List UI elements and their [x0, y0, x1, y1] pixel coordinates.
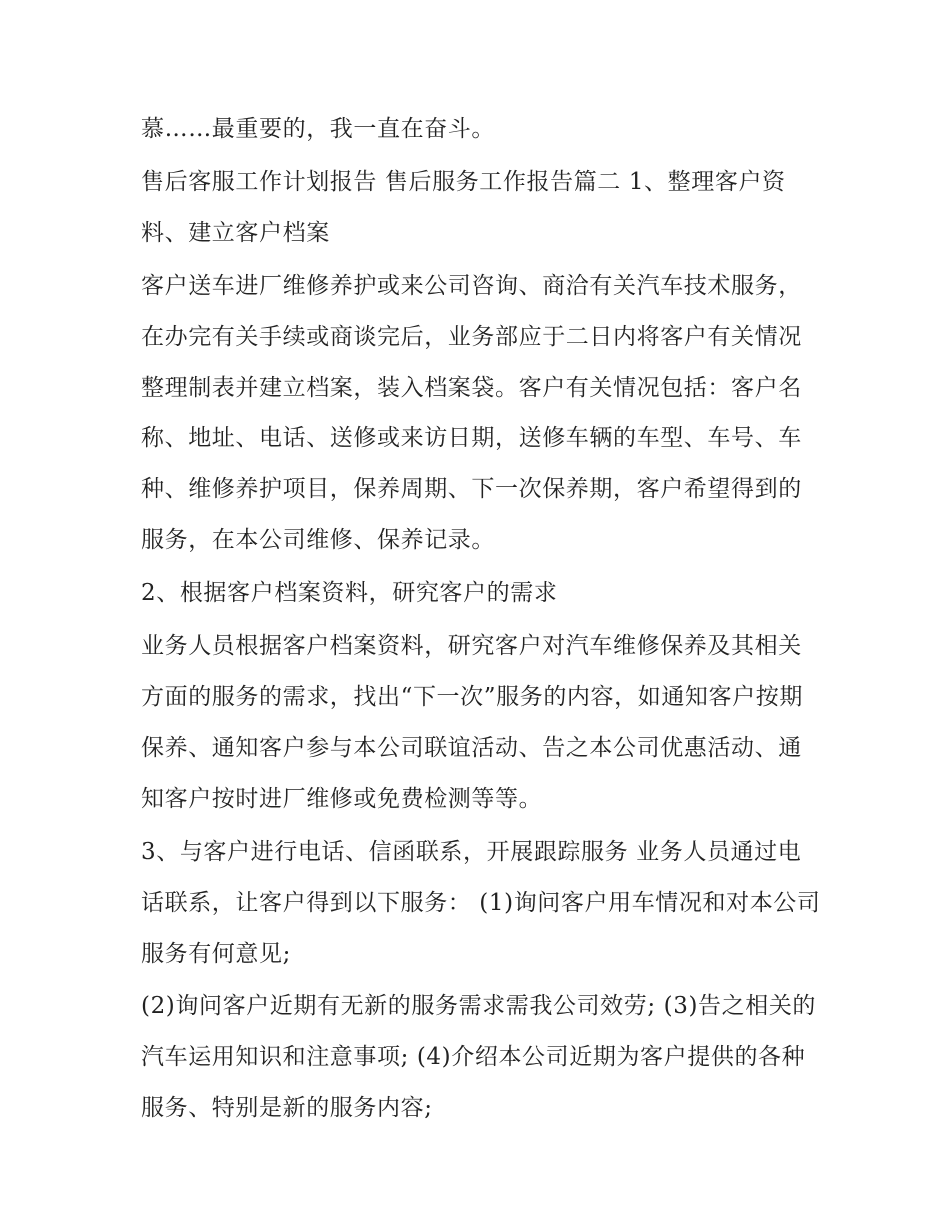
paragraph-2-heading: 售后客服工作计划报告 售后服务工作报告篇二 1、整理客户资料、建立客户档案 — [141, 168, 786, 246]
paragraph-4-heading: 2、根据客户档案资料，研究客户的需求 — [141, 580, 558, 607]
paragraph-3: 客户送车进厂维修养护或来公司咨询、商洽有关汽车技术服务，在办完有关手续或商谈完后，业务部应于二日内将客户有关情况整理制表并建立档案，装入档案袋。客户有关情况包括：客户名称、地址、电话、送修或来访日期，送修车辆的车型、车号、车种、维修养护项目，保养周期、下一次保养期，客户希望得到的服务，在本公司维修、保养记录。 — [141, 272, 802, 554]
paragraph-6: 3、与客户进行电话、信函联系，开展跟踪服务 业务人员通过电话联系，让客户得到以下服务： (1)询问客户用车情况和对本公司服务有何意见; — [141, 838, 821, 967]
paragraph-5: 业务人员根据客户档案资料，研究客户对汽车维修保养及其相关方面的服务的需求，找出“下一次”服务的内容，如通知客户按期保养、通知客户参与本公司联谊活动、告之本公司优惠活动、通知客户按时进厂维修或免费检测等等。 — [141, 633, 803, 812]
document-body — [141, 104, 821, 1136]
paragraph-7: (2)询问客户近期有无新的服务需求需我公司效劳; (3)告之相关的汽车运用知识和注意事项; (4)介绍本公司近期为客户提供的各种服务、特别是新的服务内容; — [141, 993, 817, 1122]
paragraph-1: 慕……最重要的，我一直在奋斗。 — [141, 116, 495, 142]
